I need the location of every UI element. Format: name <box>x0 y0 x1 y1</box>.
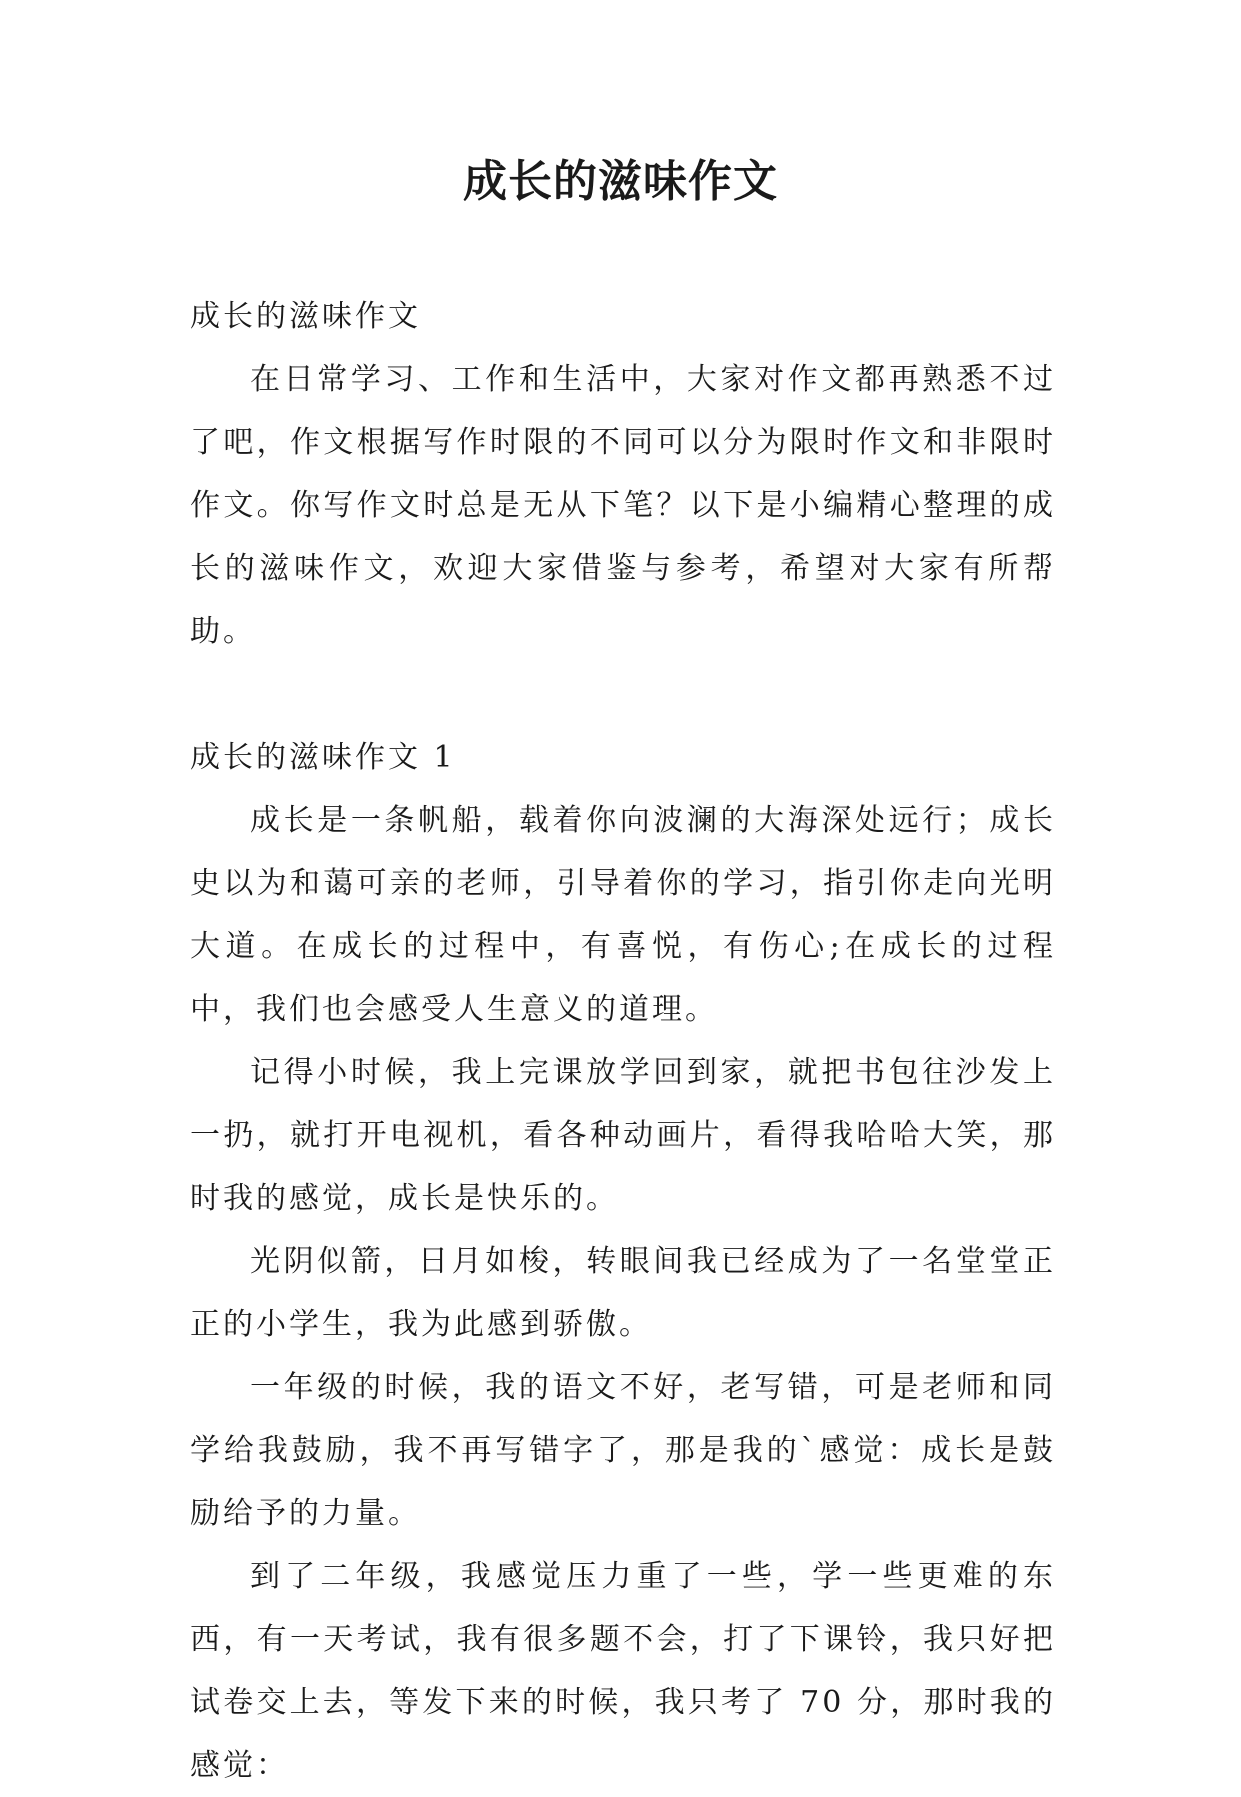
section-1-paragraph: 光阴似箭，日月如梭，转眼间我已经成为了一名堂堂正正的小学生，我为此感到骄傲。 <box>190 1244 1056 1342</box>
section-1-paragraph: 一年级的时候，我的语文不好，老写错，可是老师和同学给我鼓励，我不再写错字了，那是我的`感觉：成长是鼓励给予的力量。 <box>190 1370 1056 1531</box>
section-1-heading: 成长的滋味作文 1 <box>190 740 456 775</box>
page-title: 成长的滋味作文 <box>463 156 778 207</box>
intro-paragraph: 在日常学习、工作和生活中，大家对作文都再熟悉不过了吧，作文根据写作时限的不同可以分为限时作文和非限时作文。你写作文时总是无从下笔？以下是小编精心整理的成长的滋味作文，欢迎大家借鉴与参考，希望对大家有所帮助。 <box>190 362 1056 649</box>
document-body <box>190 285 1056 1797</box>
section-1-paragraph: 记得小时候，我上完课放学回到家，就把书包往沙发上一扔，就打开电视机，看各种动画片，看得我哈哈大笑，那时我的感觉，成长是快乐的。 <box>190 1055 1056 1216</box>
section-1-paragraph: 成长是一条帆船，载着你向波澜的大海深处远行；成长史以为和蔼可亲的老师，引导着你的学习，指引你走向光明大道。在成长的过程中，有喜悦，有伤心;在成长的过程中，我们也会感受人生意义的道理。 <box>190 803 1056 1027</box>
section-spacer <box>190 663 1056 726</box>
section-1-paragraph: 到了二年级，我感觉压力重了一些，学一些更难的东西，有一天考试，我有很多题不会，打了下课铃，我只好把试卷交上去，等发下来的时候，我只考了 70 分，那时我的感觉： <box>190 1559 1056 1783</box>
intro-heading: 成长的滋味作文 <box>190 299 421 334</box>
